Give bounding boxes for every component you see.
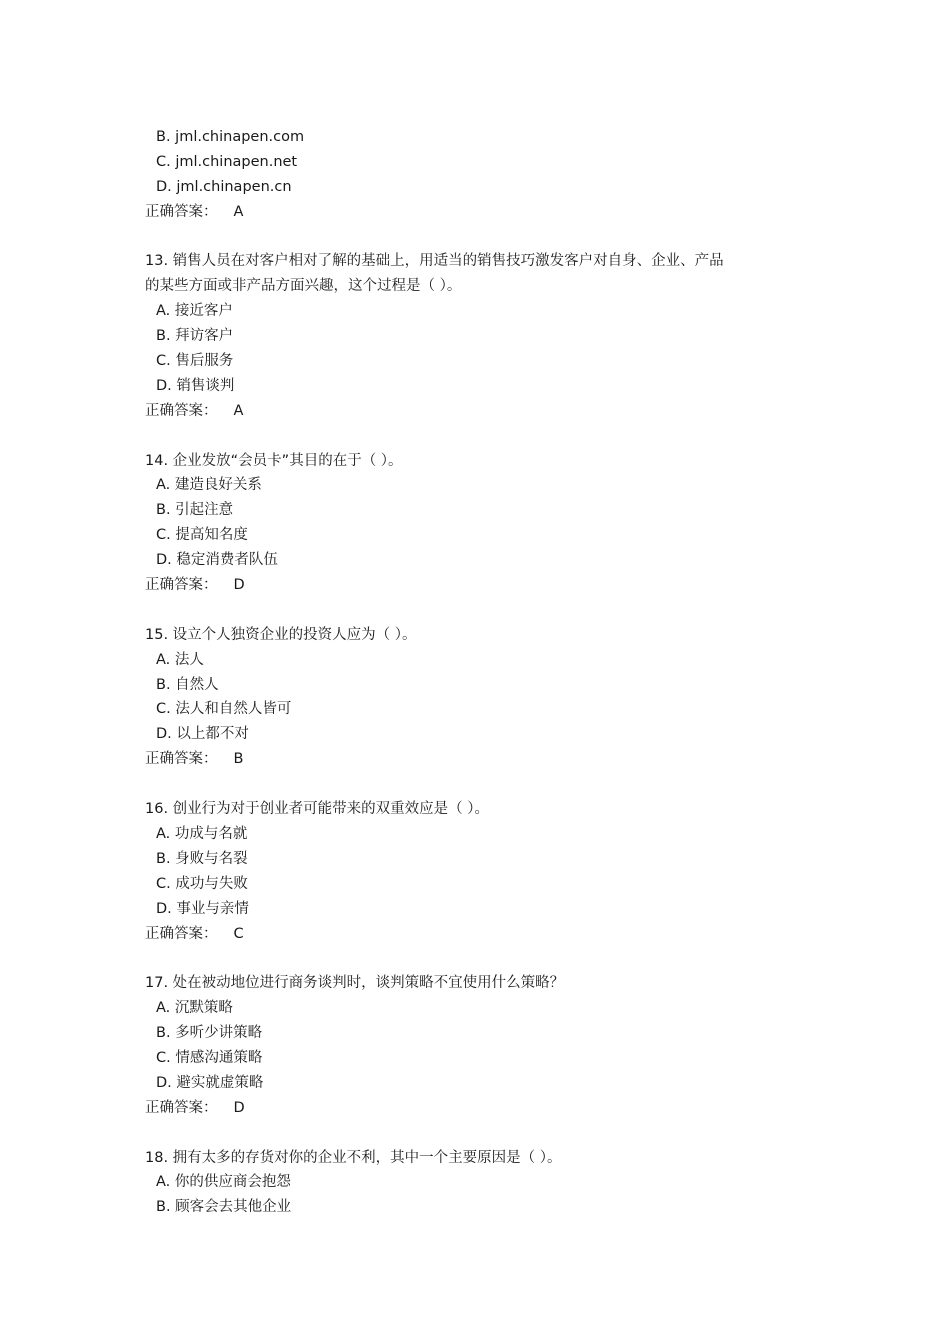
question-stem: 13. 销售人员在对客户相对了解的基础上，用适当的销售技巧激发客户对自身、企业、产品 [145, 253, 724, 270]
answer-line [145, 573, 825, 598]
question-stem: 15. 设立个人独资企业的投资人应为（ ）。 [145, 626, 417, 643]
option-b: B. 引起注意 [156, 502, 234, 519]
option-b: B. 多听少讲策略 [156, 1025, 263, 1042]
question-stem: 18. 拥有太多的存货对你的企业不利，其中一个主要原因是（ ）。 [145, 1149, 562, 1166]
question-18 [145, 1146, 825, 1221]
option-a: A. 功成与名就 [156, 825, 248, 842]
option-b: B. 顾客会去其他企业 [156, 1199, 292, 1216]
question-fragment [145, 125, 825, 225]
answer-value: A [233, 402, 244, 419]
answer-line [145, 1096, 825, 1121]
answer-label: 正确答案： [145, 203, 218, 220]
option-b: B. jml.chinapen.com [156, 129, 305, 145]
option-c: C. 售后服务 [156, 353, 234, 370]
option-a: A. 沉默策略 [156, 1000, 233, 1017]
question-stem: 17. 处在被动地位进行商务谈判时，谈判策略不宜使用什么策略？ [145, 975, 565, 992]
answer-line [145, 747, 825, 772]
answer-line [145, 922, 825, 947]
answer-label: 正确答案： [145, 577, 218, 594]
question-stem-continued: 的某些方面或非产品方面兴趣，这个过程是（ ）。 [145, 278, 462, 295]
question-17 [145, 971, 825, 1120]
option-d: D. 销售谈判 [156, 377, 235, 394]
answer-value: A [233, 203, 244, 220]
answer-value: C [233, 925, 244, 942]
answer-label: 正确答案： [145, 751, 218, 768]
option-a: A. 建造良好关系 [156, 477, 262, 494]
option-c: C. jml.chinapen.net [156, 153, 298, 170]
question-14 [145, 449, 825, 598]
option-d: D. 以上都不对 [156, 726, 249, 743]
option-c: C. 情感沟通策略 [156, 1049, 263, 1066]
option-b: B. 拜访客户 [156, 328, 234, 345]
option-d: D. 避实就虚策略 [156, 1074, 264, 1091]
option-c: C. 法人和自然人皆可 [156, 701, 292, 718]
answer-label: 正确答案： [145, 925, 218, 942]
option-b: B. 自然人 [156, 676, 219, 693]
answer-label: 正确答案： [145, 1099, 218, 1116]
answer-line [145, 399, 825, 424]
question-list [145, 125, 825, 1220]
question-15 [145, 623, 825, 772]
question-16 [145, 797, 825, 946]
option-d: D. 事业与亲情 [156, 900, 249, 917]
question-stem: 14. 企业发放“会员卡”其目的在于（ ）。 [145, 452, 403, 469]
option-a: A. 你的供应商会抱怨 [156, 1174, 291, 1191]
option-a: A. 法人 [156, 651, 204, 668]
option-a: A. 接近客户 [156, 303, 233, 320]
option-d: D. 稳定消费者队伍 [156, 552, 278, 569]
question-stem: 16. 创业行为对于创业者可能带来的双重效应是（ ）。 [145, 801, 490, 818]
answer-label: 正确答案： [145, 402, 218, 419]
answer-value: D [233, 577, 245, 594]
option-c: C. 成功与失败 [156, 875, 248, 892]
answer-value: B [233, 751, 244, 768]
option-c: C. 提高知名度 [156, 527, 248, 544]
option-b: B. 身败与名裂 [156, 850, 248, 867]
question-13 [145, 249, 825, 423]
answer-line [145, 200, 825, 225]
answer-value: D [233, 1099, 245, 1116]
option-d: D. jml.chinapen.cn [156, 178, 292, 195]
